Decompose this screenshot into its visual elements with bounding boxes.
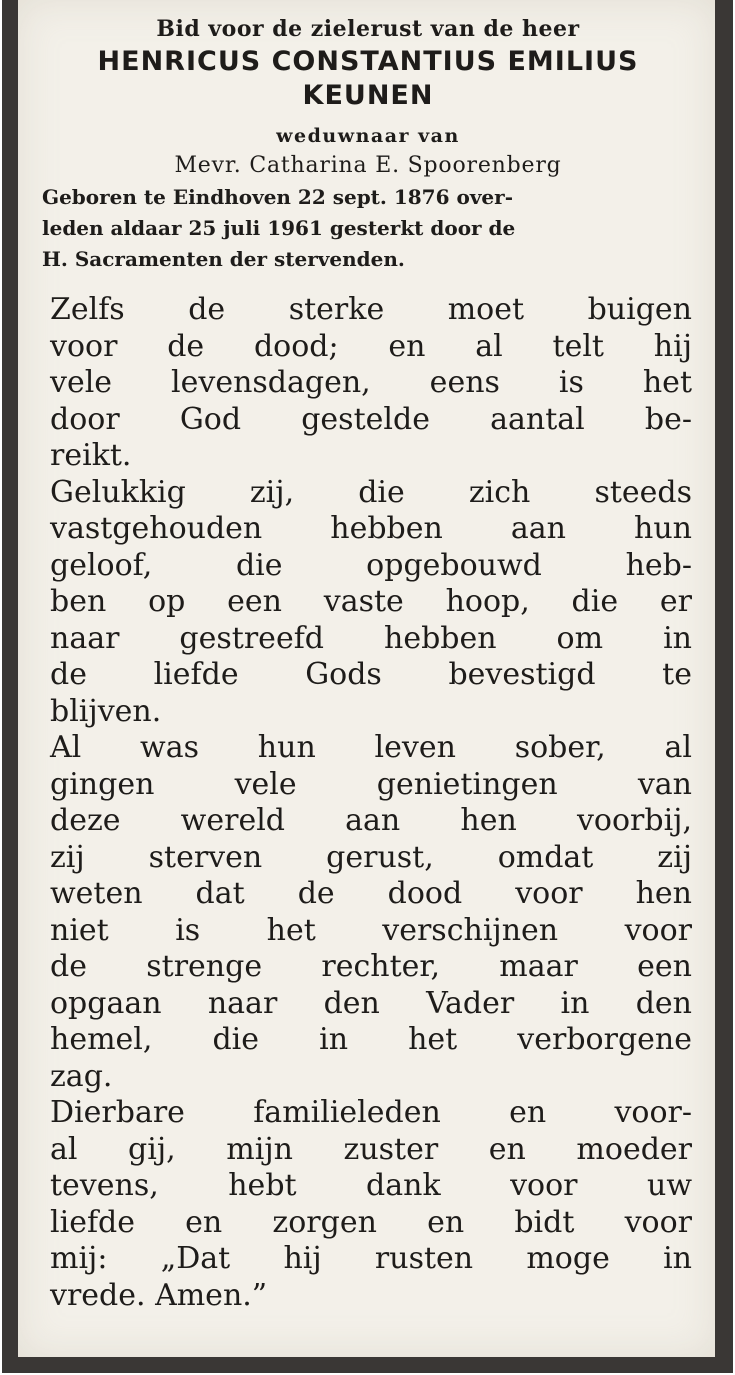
memorial-card-paper [18, 0, 715, 1357]
relation-line: weduwnaar van [276, 125, 460, 147]
prayer-line: zag. [50, 1058, 113, 1094]
intro-line: Bid voor de zielerust van de heer [156, 16, 580, 42]
prayer-line: blijven. [50, 693, 162, 729]
prayer-line: hemel, die in het verborgene [50, 1022, 692, 1057]
prayer-line: mij: „Dat hij rusten moge in [50, 1241, 692, 1276]
prayer-text [50, 292, 692, 1314]
prayer-line: niet is het verschijnen voor [50, 912, 692, 948]
prayer-line: tevens, hebt dank voor uw [50, 1168, 692, 1203]
card-header [38, 14, 698, 275]
prayer-line: door God gestelde aantal be- [50, 401, 692, 437]
prayer-line: voor de dood; en al telt hij [50, 328, 692, 364]
prayer-line: reikt. [50, 438, 132, 473]
memorial-card-border [2, 0, 733, 1373]
prayer-line: Al was hun leven sober, al [50, 730, 692, 765]
prayer-line: liefde en zorgen en bidt voor [50, 1204, 692, 1240]
spouse-name: Mevr. Catharina E. Spoorenberg [174, 153, 562, 178]
prayer-line: naar gestreefd hebben om in [50, 620, 692, 656]
birth-death-line-2: leden aldaar 25 juli 1961 gesterkt door de [42, 216, 516, 240]
prayer-line: al gij, mijn zuster en moeder [50, 1131, 692, 1167]
deceased-name-line-2: KEUNEN [302, 80, 434, 111]
birth-death-line-3: H. Sacramenten der stervenden. [42, 247, 405, 271]
prayer-line: Dierbare familieleden en voor- [50, 1095, 692, 1130]
prayer-line: deze wereld aan hen voorbij, [50, 803, 692, 838]
prayer-line: vrede. Amen.” [50, 1277, 268, 1313]
deceased-name-line-1: HENRICUS CONSTANTIUS EMILIUS [97, 46, 639, 77]
prayer-line: de liefde Gods bevestigd te [50, 657, 692, 692]
prayer-line: ben op een vaste hoop, die er [50, 584, 692, 619]
prayer-line: Zelfs de sterke moet buigen [50, 292, 692, 327]
prayer-line: vele levensdagen, eens is het [50, 365, 692, 400]
prayer-line: weten dat de dood voor hen [50, 876, 692, 911]
prayer-line: vastgehouden hebben aan hun [50, 511, 692, 546]
birth-death-line-1: Geboren te Eindhoven 22 sept. 1876 over- [42, 185, 513, 209]
prayer-line: Gelukkig zij, die zich steeds [50, 474, 692, 510]
prayer-line: opgaan naar den Vader in den [50, 985, 692, 1021]
prayer-line: de strenge rechter, maar een [50, 949, 692, 984]
prayer-line: gingen vele genietingen van [50, 766, 692, 802]
prayer-line: geloof, die opgebouwd heb- [50, 547, 692, 583]
prayer-line: zij sterven gerust, omdat zij [50, 839, 692, 875]
